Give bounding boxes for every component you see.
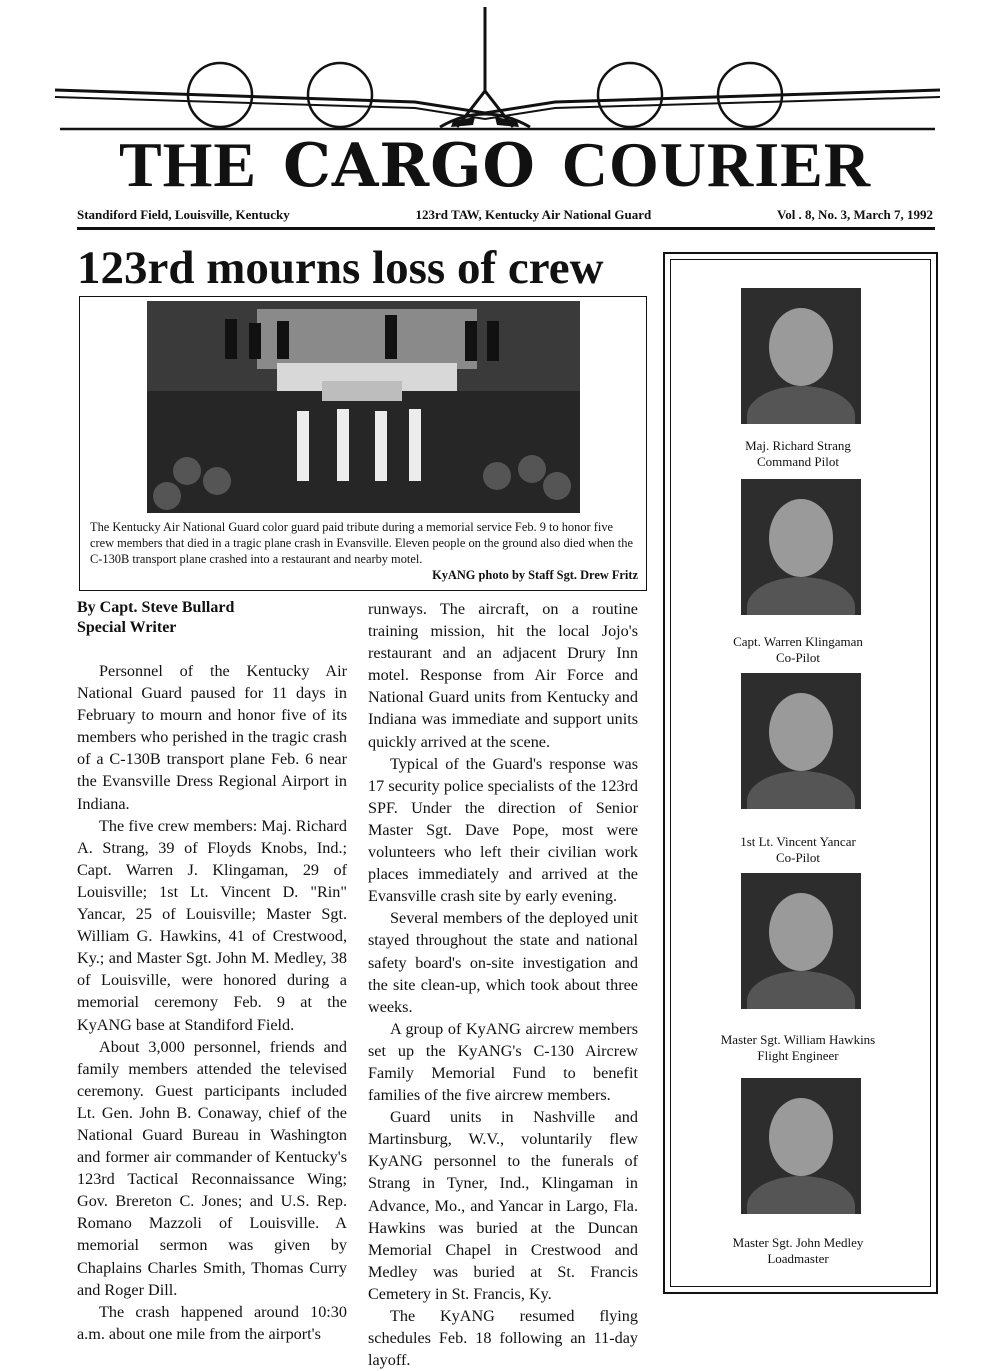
portrait-hawkins [741, 873, 861, 1009]
newspaper-title [60, 130, 930, 200]
crew-name: Capt. Warren Klingaman [733, 634, 863, 649]
portrait-klingaman [741, 479, 861, 615]
lead-photo-box [79, 296, 647, 591]
crew-role: Co-Pilot [775, 850, 821, 865]
crew-caption [671, 1032, 925, 1064]
paragraph-continuation: runways. The aircraft, on a routine training mission, hit the local Jojo's restaurant and an adjacent Drury Inn motel. Response from Air Force and National Guard units from Kentucky and Indiana was immediate and support units quickly arrived at the scene. [368, 600, 638, 751]
photo-caption [90, 519, 638, 583]
crew-caption [671, 1235, 925, 1267]
crew-sidebar [663, 252, 938, 1294]
portrait-yancar [741, 673, 861, 809]
masthead-aircraft-logo [55, 5, 940, 135]
paragraph: Typical of the Guard's response was 17 security police specialists of the 123rd SPF. Under the direction of Senior Master Sgt. Dave Pope, most were volunteers who left their civilian work places immediately and arrived at the Evansville crash site by early evening. [368, 754, 638, 906]
crew-role: Co-Pilot [775, 650, 821, 665]
masthead-rule [77, 227, 935, 230]
paragraph: The KyANG resumed flying schedules Feb. 18 following an 11-day layoff. [368, 1307, 638, 1370]
crew-caption [671, 438, 925, 470]
title-cargo: CARGO [283, 131, 536, 201]
headline: 123rd mourns loss of crew [77, 242, 604, 294]
dateline [77, 207, 933, 225]
article-column-1 [77, 660, 347, 1345]
crew-role: Loadmaster [767, 1251, 829, 1266]
crew-name: Master Sgt. John Medley [732, 1235, 864, 1250]
title-courier: COURIER [561, 129, 872, 200]
crew-name: Master Sgt. William Hawkins [720, 1032, 876, 1047]
crew-role: Command Pilot [757, 454, 839, 469]
article-column-2 [368, 598, 638, 1371]
paragraph: Several members of the deployed unit stayed throughout the state and national safety board's on-site investigation and the site clean-up, which took about three weeks. [368, 909, 638, 1016]
title-the: THE [118, 129, 258, 200]
paragraph: Personnel of the Kentucky Air National Guard paused for 11 days in February to mourn and honor five of its members who perished in the tragic crash of a C-130B transport plane Feb. 6 near the Evansville Dress Regional Airport in Indiana. [77, 662, 347, 813]
dateline-issue: Vol . 8, No. 3, March 7, 1992 [777, 207, 933, 222]
crew-sidebar-inner [670, 259, 931, 1287]
portrait-strang [741, 288, 861, 424]
dateline-unit: 123rd TAW, Kentucky Air National Guard [415, 207, 652, 222]
photo-caption-text: The Kentucky Air National Guard color guard paid tribute during a memorial service Feb. 9 to honor five crew members that died in a tragic plane crash in Evansville. Eleven people on the ground also died when the C-130B transport plane crashed into a restaurant and nearby motel. [90, 520, 633, 566]
paragraph: The five crew members: Maj. Richard A. Strang, 39 of Floyds Knobs, Ind.; Capt. Warren J. Klingaman, 29 of Louisville; 1st Lt. Vincent D. "Rin" Yancar, 25 of Louisville; Master Sgt. William G. Hawkins, 41 of Crestwood, Ky.; and Master Sgt. John M. Medley, 38 of Louisville, were honored during a memorial ceremony Feb. 9 at the KyANG base at Standiford Field. [77, 816, 347, 1034]
crew-role: Flight Engineer [757, 1048, 839, 1063]
crew-caption [671, 634, 925, 666]
dateline-location: Standiford Field, Louisville, Kentucky [77, 207, 290, 222]
byline-role: Special Writer [77, 619, 177, 636]
byline-name: By Capt. Steve Bullard [77, 599, 235, 616]
crew-caption [671, 834, 925, 866]
crew-name: Maj. Richard Strang [745, 438, 851, 453]
memorial-service-photo [147, 301, 580, 513]
paragraph: A group of KyANG aircrew members set up the KyANG's C-130 Aircrew Family Memorial Fund to benefit families of the five aircrew members. [368, 1019, 638, 1105]
crew-name: 1st Lt. Vincent Yancar [740, 834, 856, 849]
paragraph: Guard units in Nashville and Martinsburg, W.V., voluntarily flew KyANG personnel to the funerals of Strang in Tyner, Ind., Klingaman in Advance, Mo., and Yancar in Largo, Fla. Hawkins was buried at the Duncan Memorial Chapel in Crestwood and Medley was buried at St. Francis Cemetery in St. Francis, Ky. [368, 1108, 638, 1303]
paragraph: About 3,000 personnel, friends and family members attended the televised ceremony. Guest participants included Lt. Gen. John B. Conaway, chief of the National Guard Bureau in Washington and former air commander of Kentucky's 123rd Tactical Reconnaissance Wing; Gov. Brereton C. Jones; and U.S. Rep. Romano Mazzoli of Louisville. A memorial sermon was given by Chaplains Charles Smith, Thomas Curry and Roger Dill. [77, 1037, 347, 1299]
byline [77, 598, 357, 638]
paragraph: The crash happened around 10:30 a.m. about one mile from the airport's [77, 1302, 347, 1343]
photo-credit: KyANG photo by Staff Sgt. Drew Fritz [432, 568, 638, 582]
portrait-medley [741, 1078, 861, 1214]
